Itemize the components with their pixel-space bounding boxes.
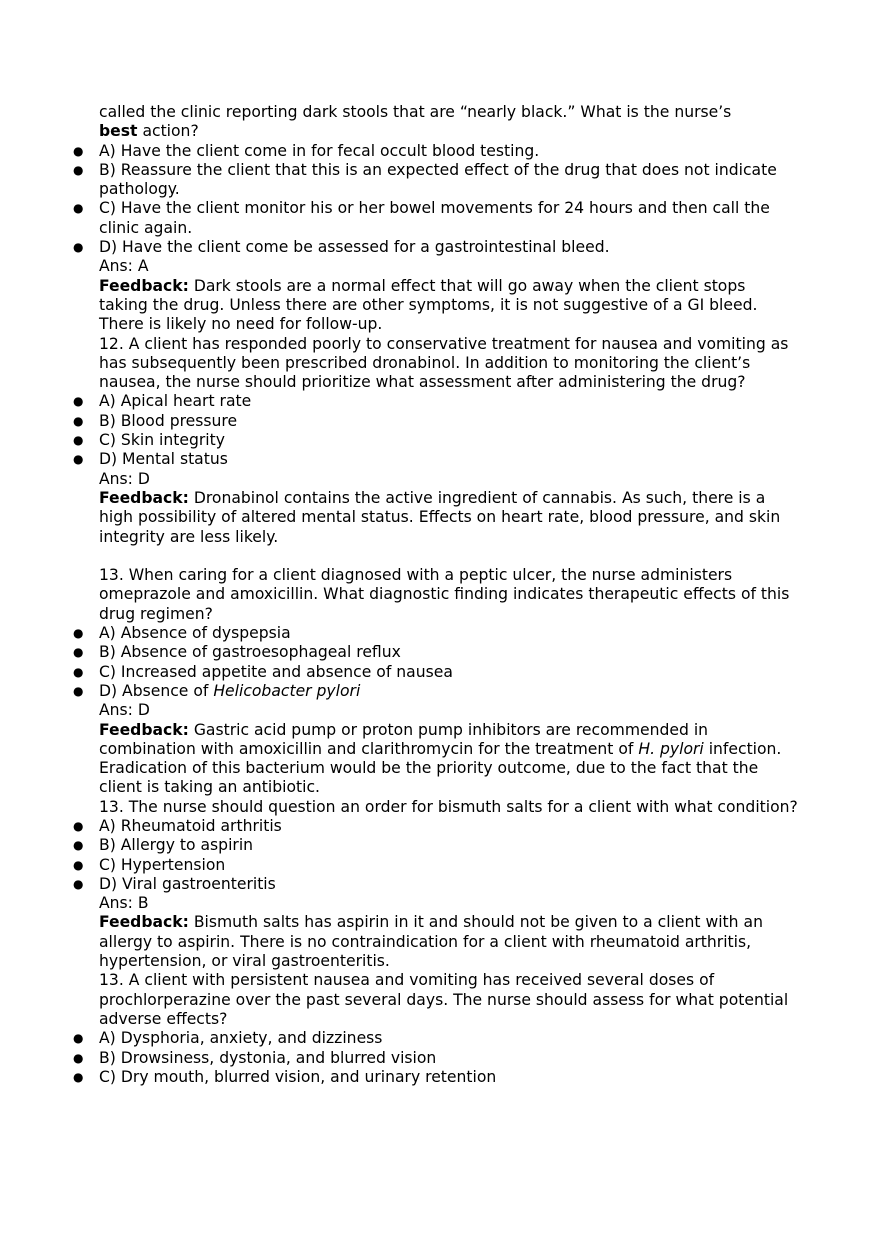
answer: Ans: A (99, 257, 149, 276)
bullet-icon: ● (73, 645, 84, 660)
bullet-icon: ● (73, 876, 84, 891)
bullet-icon: ● (73, 818, 84, 833)
option-b: ● B) Drowsiness, dystonia, and blurred vision (73, 1048, 437, 1067)
option-c: ● C) Skin integrity (73, 431, 225, 450)
bullet-icon: ● (73, 162, 84, 177)
bullet-icon: ● (73, 201, 84, 216)
bullet-icon: ● (73, 857, 84, 872)
option-b: ● B) Allergy to aspirin (73, 836, 254, 855)
question-stem: 12. A client has responded poorly to conservative treatment for nausea and vomiting as has subsequently been prescribed dronabinol. In addition to monitoring the client’s nausea, the nurse should prioritize what assessment after administering the drug? (99, 334, 789, 392)
question-stem: 13. When caring for a client diagnosed with a peptic ulcer, the nurse administers omeprazole and amoxicillin. What diagnostic finding indicates therapeutic effects of this drug regimen? (99, 566, 790, 623)
bullet-icon: ● (73, 143, 84, 158)
bullet-icon: ● (73, 1069, 84, 1084)
feedback-label: Feedback: (99, 276, 189, 295)
answer: Ans: B (99, 894, 149, 913)
bullet-icon: ● (73, 626, 84, 641)
option-a: ● A) Dysphoria, anxiety, and dizziness (73, 1029, 383, 1048)
bullet-icon: ● (73, 433, 84, 448)
bullet-icon: ● (73, 240, 84, 255)
option-d: ● D) Have the client come be assessed for a gastrointestinal bleed. (73, 238, 610, 257)
option-c: ● C) Hypertension (73, 855, 226, 874)
blank-line (99, 547, 799, 566)
bullet-icon: ● (73, 1050, 84, 1065)
option-a: ● A) Absence of dyspepsia (73, 624, 291, 643)
option-b: ● B) Reassure the client that this is an expected effect of the drug that does not indicate pathology. (73, 160, 777, 199)
bullet-icon: ● (73, 394, 84, 409)
italic-species-abbrev: H. pylori (638, 739, 704, 758)
answer: Ans: D (99, 701, 150, 720)
option-c: ● C) Have the client monitor his or her bowel movements for 24 hours and then call the clinic again. (73, 199, 770, 237)
feedback: Feedback: Bismuth salts has aspirin in it and should not be given to a client with an allergy to aspirin. There is no contraindication for a client with rheumatoid arthritis, hypertension, or viral gastroenteritis. (99, 913, 763, 971)
bullet-icon: ● (73, 838, 84, 853)
option-a: ● A) Rheumatoid arthritis (73, 816, 282, 835)
option-d: ● D) Mental status (73, 450, 228, 469)
bullet-icon: ● (73, 1031, 84, 1046)
bullet-icon: ● (73, 413, 84, 428)
option-d: ● D) Absence of Helicobacter pylori (73, 681, 361, 700)
feedback-label: Feedback: (99, 913, 189, 932)
bullet-icon: ● (73, 452, 84, 467)
option-b: ● B) Absence of gastroesophageal reflux (73, 643, 401, 662)
option-a: ● A) Have the client come in for fecal occult blood testing. (73, 141, 540, 160)
feedback: Feedback: Dark stools are a normal effect that will go away when the client stops taking the drug. Unless there are other symptoms, it is not suggestive of a GI bleed. There is likely no need for follow-up. (99, 276, 758, 334)
bullet-icon: ● (73, 683, 84, 698)
option-c: ● C) Increased appetite and absence of nausea (73, 662, 453, 681)
italic-species-name: Helicobacter pylori (213, 681, 361, 700)
option-b: ● B) Blood pressure (73, 411, 238, 430)
stem-line: called the clinic reporting dark stools that are “nearly black.” What is the nurse’s (99, 103, 732, 121)
feedback-label: Feedback: (99, 488, 189, 507)
document-content (73, 103, 799, 1087)
answer: Ans: D (99, 469, 150, 488)
feedback: Feedback: Dronabinol contains the active ingredient of cannabis. As such, there is a high possibility of altered mental status. Effects on heart rate, blood pressure, and skin integrity are less likely. (99, 488, 781, 546)
question-stem: 13. A client with persistent nausea and vomiting has received several doses of prochlorperazine over the past several days. The nurse should assess for what potential adverse effects? (99, 971, 789, 1028)
feedback: Feedback: Gastric acid pump or proton pump inhibitors are recommended in combination with amoxicillin and clarithromycin for the treatment of H. pylori infection. Eradication of this bacterium would be the priority outcome, due to the fact that the client is taking an antibiotic. (99, 720, 782, 797)
option-a: ● A) Apical heart rate (73, 392, 252, 411)
emphasis-best: best (99, 122, 138, 141)
question-stem: 13. The nurse should question an order for bismuth salts for a client with what condition? (99, 797, 798, 816)
bullet-icon: ● (73, 664, 84, 679)
option-c: ● C) Dry mouth, blurred vision, and urinary retention (73, 1067, 497, 1086)
feedback-label: Feedback: (99, 720, 189, 739)
question-stem-continuation (99, 103, 799, 142)
stem-end: action? (137, 122, 199, 141)
option-d: ● D) Viral gastroenteritis (73, 874, 276, 893)
